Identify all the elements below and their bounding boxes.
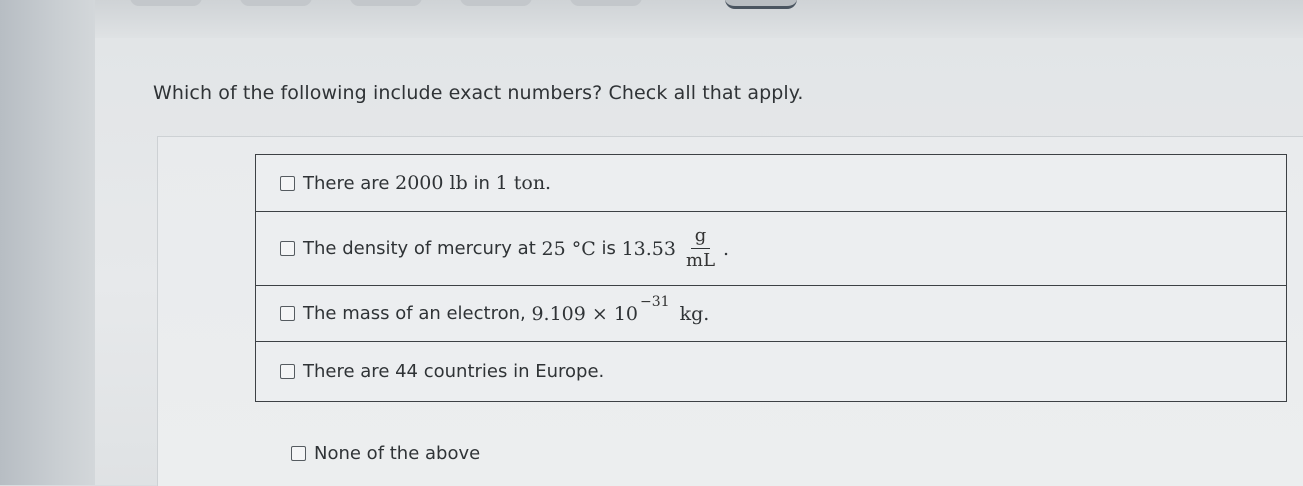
choice-number: 44 — [395, 361, 419, 382]
choice-text: There are — [303, 361, 396, 382]
choice-text: None of the above — [314, 443, 481, 464]
choice-unit: ton. — [507, 172, 552, 194]
choice-row[interactable] — [256, 286, 1286, 342]
choice-row[interactable] — [256, 212, 1286, 286]
choice-number: 2000 — [395, 172, 444, 194]
density-unit-fraction — [682, 225, 719, 273]
fraction-denominator: mL — [686, 249, 716, 271]
choices-table — [255, 154, 1287, 402]
toolbar-button-active[interactable] — [725, 0, 797, 9]
choice-text: . — [723, 237, 730, 260]
checkbox[interactable] — [280, 364, 295, 379]
toolbar-button[interactable] — [350, 0, 422, 6]
choice-text: in — [467, 172, 496, 194]
choice-label — [303, 225, 729, 273]
checkbox[interactable] — [280, 176, 295, 191]
choice-number: 1 — [495, 172, 508, 194]
choice-unit: kg. — [679, 302, 710, 325]
checkbox[interactable] — [280, 306, 295, 321]
choice-number: 13.53 — [621, 237, 676, 260]
choice-exponent: −31 — [640, 293, 670, 310]
question-prompt: Which of the following include exact numbers? Check all that apply. — [153, 82, 804, 104]
choice-text: The density of mercury at — [303, 238, 542, 259]
toolbar-button[interactable] — [460, 0, 532, 6]
fraction-numerator: g — [691, 225, 711, 249]
choice-temperature: 25 °C — [541, 237, 596, 260]
choice-text: countries in Europe. — [418, 361, 605, 382]
question-content — [95, 38, 1303, 485]
checkbox[interactable] — [280, 241, 295, 256]
top-toolbar — [95, 0, 1303, 38]
screen-bezel — [0, 0, 95, 485]
choice-text: The mass of an electron, — [303, 303, 532, 324]
checkbox[interactable] — [291, 446, 306, 461]
choice-unit: lb — [443, 172, 468, 194]
choice-row[interactable] — [256, 342, 1286, 401]
choice-number: 9.109 × 10 — [531, 302, 639, 325]
choice-text: There are — [303, 172, 396, 194]
none-of-the-above-option[interactable] — [291, 443, 480, 464]
choice-label — [303, 361, 604, 382]
choice-label — [303, 293, 710, 325]
toolbar-button[interactable] — [240, 0, 312, 6]
toolbar-button[interactable] — [130, 0, 202, 6]
toolbar-button[interactable] — [570, 0, 642, 6]
choice-row[interactable] — [256, 155, 1286, 212]
choice-label — [303, 172, 551, 194]
answer-panel — [157, 136, 1303, 486]
choice-text: is — [595, 238, 622, 259]
